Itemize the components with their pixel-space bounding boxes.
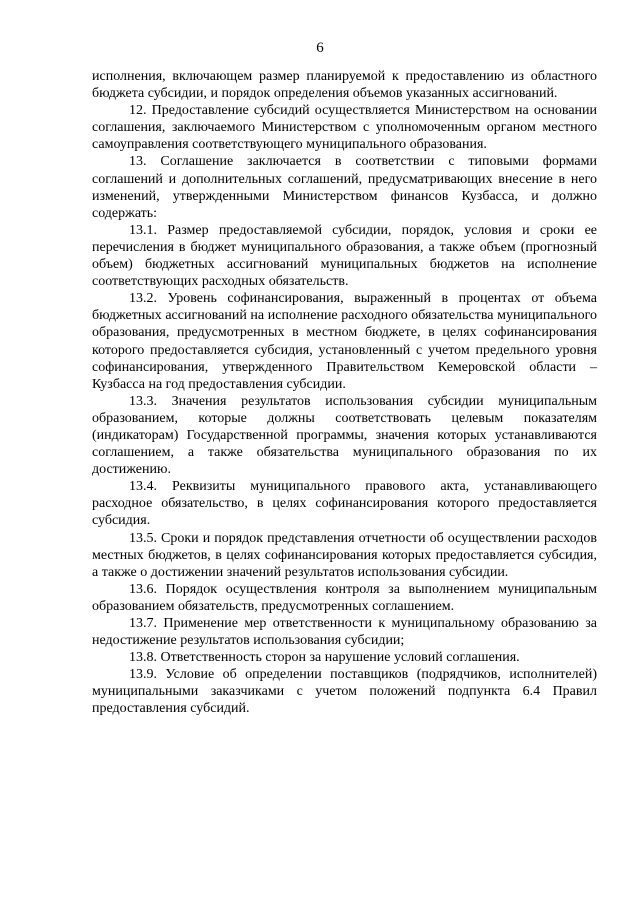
paragraph-continuation: исполнения, включающем размер планируемой к предоставлению из областного бюджета субсидии, и порядок определения объемов указанных ассигнований. bbox=[92, 69, 597, 102]
paragraph-13-1: 13.1. Размер предоставляемой субсидии, порядок, условия и сроки ее перечисления в бюджет муниципального образования, а также объем (прогнозный объем) бюджетных ассигнований муниципальных бюджетов на исполнение соответствующих расходных обязательств. bbox=[92, 222, 597, 290]
paragraph-13-2: 13.2. Уровень софинансирования, выраженный в процентах от объема бюджетных ассигнований на исполнение расходного обязательства муниципального образования, предусмотренных в местном бюджете, в целях софинансирования которого предоставляется субсидия, установленный с учетом предельного уровня софинансирования, утвержденного Правительством Кемеровской области – Кузбасса на год предоставления субсидии. bbox=[92, 291, 597, 392]
paragraph-13-4: 13.4. Реквизиты муниципального правового акта, устанавливающего расходное обязательство, в целях софинансирования которого предоставляется субсидия. bbox=[92, 479, 597, 529]
paragraph-13-9: 13.9. Условие об определении поставщиков (подрядчиков, исполнителей) муниципальными заказчиками с учетом положений подпункта 6.4 Правил предоставления субсидий. bbox=[92, 667, 597, 717]
document-body bbox=[92, 68, 597, 718]
paragraph-13-6: 13.6. Порядок осуществления контроля за выполнением муниципальным образованием обязательств, предусмотренных соглашением. bbox=[92, 581, 597, 614]
paragraph-13-5: 13.5. Сроки и порядок представления отчетности об осуществлении расходов местных бюджетов, в целях софинансирования которых предоставляется субсидия, а также о достижении значений результатов использования субсидии. bbox=[92, 530, 597, 580]
paragraph-13-8: 13.8. Ответственность сторон за нарушение условий соглашения. bbox=[129, 650, 520, 666]
page-number: 6 bbox=[316, 40, 324, 56]
paragraph-13-3: 13.3. Значения результатов использования субсидии муниципальным образованием, которые должны соответствовать целевым показателям (индикаторам) Государственной программы, значения которых устанавливаются соглашением, а также обязательства муниципального образования по их достижению. bbox=[92, 393, 597, 478]
paragraph-13: 13. Соглашение заключается в соответствии с типовыми формами соглашений и дополнительных соглашений, предусматривающих внесение в него изменений, утвержденными Министерством финансов Кузбасса, и должно содержать: bbox=[92, 154, 597, 221]
paragraph-13-7: 13.7. Применение мер ответственности к муниципальному образованию за недостижение результатов использования субсидии; bbox=[92, 616, 597, 649]
paragraph-12: 12. Предоставление субсидий осуществляется Министерством на основании соглашения, заключаемого Министерством с уполномоченным органом местного самоуправления соответствующего муниципального образования. bbox=[92, 103, 597, 153]
